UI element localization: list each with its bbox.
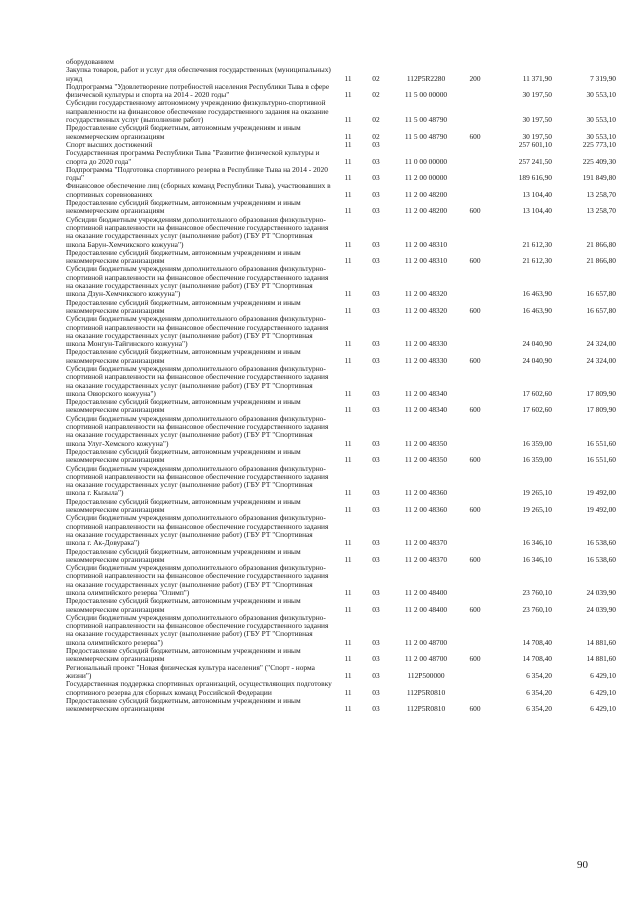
expense-type-code xyxy=(462,514,488,547)
target-article-code: 11 2 00 48400 xyxy=(404,588,448,597)
expense-type-code: 600 xyxy=(469,405,481,415)
target-article-code: 112P500000 xyxy=(407,670,445,680)
row-name: Подпрограмма "Подготовка спортивного резерва в Республике Тыва на 2014 - 2020 годы" xyxy=(66,164,328,183)
target-article-code: 11 2 00 00000 xyxy=(404,173,448,183)
target-article-code: 11 2 00 48310 xyxy=(404,256,448,266)
row-name: Предоставление субсидий бюджетным, автономным учреждениям и иным некоммерческим организациям xyxy=(66,347,301,365)
row-name: Предоставление субсидий бюджетным, автономным учреждениям и иным некоммерческим организациям xyxy=(66,546,301,564)
amount-year-1: 13 104,40 xyxy=(522,189,552,199)
expense-type-code: 600 xyxy=(469,654,481,664)
subsection-code: 03 xyxy=(372,388,380,398)
table-row xyxy=(66,216,616,249)
amount-year-2: 19 492,00 xyxy=(586,488,616,498)
section-code: 11 xyxy=(344,156,352,166)
amount-year-1: 257 241,50 xyxy=(518,156,552,166)
section-code: 11 xyxy=(344,637,352,647)
expense-type-code: 600 xyxy=(469,704,481,714)
amount-year-2: 14 881,60 xyxy=(586,654,616,664)
target-article-code: 11 2 00 48200 xyxy=(404,206,448,216)
amount-year-2: 19 492,00 xyxy=(586,505,616,515)
table-row xyxy=(66,99,616,124)
amount-year-2: 30 553,10 xyxy=(586,90,616,100)
amount-year-2: 13 258,70 xyxy=(586,189,616,199)
target-article-code: 11 2 00 48310 xyxy=(404,239,448,249)
section-code: 11 xyxy=(344,339,352,349)
table-row xyxy=(66,265,616,298)
page-number: 90 xyxy=(577,859,588,871)
amount-year-2: 30 553,10 xyxy=(586,131,616,141)
expense-type-code xyxy=(462,365,488,398)
expense-type-code: 600 xyxy=(469,505,481,515)
target-article-code: 11 2 00 48360 xyxy=(404,505,448,515)
subsection-code: 02 xyxy=(372,73,380,83)
subsection-code: 03 xyxy=(372,156,380,166)
amount-year-2: 24 324,00 xyxy=(586,355,616,365)
section-code: 11 xyxy=(344,131,352,141)
section-code: 11 xyxy=(344,256,352,266)
section-code: 11 xyxy=(344,604,352,614)
target-article-code: 11 2 00 48340 xyxy=(404,405,448,415)
row-name: Субсидии бюджетным учреждениям дополнительного образования физкультурно-спортивной направленности на финансовое обеспечение государственного задания на оказание государственных услуг (выполнение работ) (ГБУ РТ "Спортивная школа Барун-Хемчикского кожууна") xyxy=(66,214,329,249)
table-row xyxy=(66,149,616,166)
amount-year-2: 16 538,60 xyxy=(586,538,616,548)
section-code: 11 xyxy=(344,305,352,315)
table-row xyxy=(66,664,616,681)
amount-year-2: 16 551,60 xyxy=(586,438,616,448)
row-name: Финансовое обеспечение лиц (сборных команд Республики Тыва), участвовавших в спортивных соревнованиях xyxy=(66,181,331,199)
amount-year-1: 21 612,30 xyxy=(522,239,552,249)
amount-year-1: 24 040,90 xyxy=(522,355,552,365)
table-row xyxy=(66,448,616,465)
section-code: 11 xyxy=(344,704,352,714)
amount-year-1: 24 040,90 xyxy=(522,339,552,349)
table-row xyxy=(66,680,616,697)
expense-type-code xyxy=(462,182,488,199)
subsection-code: 03 xyxy=(372,687,380,697)
amount-year-2: 17 809,90 xyxy=(586,405,616,415)
section-code: 11 xyxy=(344,505,352,515)
section-code: 11 xyxy=(344,670,352,680)
subsection-code: 03 xyxy=(372,455,380,465)
amount-year-1: 30 197,50 xyxy=(522,131,552,141)
table-row xyxy=(66,83,616,100)
amount-year-1: 6 354,20 xyxy=(526,704,552,714)
amount-year-2: 6 429,10 xyxy=(590,670,616,680)
subsection-code: 02 xyxy=(372,115,380,125)
target-article-code: 11 2 00 48320 xyxy=(404,305,448,315)
subsection-code: 03 xyxy=(372,289,380,299)
table-row xyxy=(66,498,616,515)
subsection-code: 03 xyxy=(372,189,380,199)
expense-type-code xyxy=(462,99,488,124)
subsection-code: 03 xyxy=(372,339,380,349)
expense-type-code: 600 xyxy=(469,604,481,614)
row-name: Субсидии бюджетным учреждениям дополнительного образования физкультурно-спортивной направленности на финансовое обеспечение государственного задания на оказание государственных услуг (выполнение работ) (ГБУ РТ "Спортивная школа Улуг-Хемского кожууна") xyxy=(66,413,329,448)
section-code: 11 xyxy=(344,289,352,299)
table-row xyxy=(66,166,616,183)
expense-type-code xyxy=(462,149,488,166)
section-code: 11 xyxy=(344,687,352,697)
amount-year-2: 6 429,10 xyxy=(590,687,616,697)
section-code: 11 xyxy=(344,588,352,597)
section-code: 11 xyxy=(344,538,352,548)
target-article-code: 11 2 00 48700 xyxy=(404,654,448,664)
expense-type-code xyxy=(462,315,488,348)
amount-year-1: 16 359,00 xyxy=(522,438,552,448)
row-name: Предоставление субсидий бюджетным, автономным учреждениям и иным некоммерческим организациям xyxy=(66,198,301,216)
table-row xyxy=(66,415,616,448)
target-article-code: 11 2 00 48370 xyxy=(404,554,448,564)
subsection-code: 03 xyxy=(372,405,380,415)
table-row xyxy=(66,199,616,216)
subsection-code: 03 xyxy=(372,438,380,448)
amount-year-1: 30 197,50 xyxy=(522,115,552,125)
row-name: Предоставление субсидий бюджетным, автономным учреждениям и иным некоммерческим организациям xyxy=(66,496,301,515)
section-code: 11 xyxy=(344,239,352,249)
expense-type-code xyxy=(462,664,488,681)
subsection-code: 03 xyxy=(372,206,380,216)
subsection-code: 03 xyxy=(372,139,380,149)
expense-type-code xyxy=(462,614,488,647)
amount-year-1: 19 265,10 xyxy=(522,505,552,515)
amount-year-2: 16 657,80 xyxy=(586,305,616,315)
table-row xyxy=(66,315,616,348)
amount-year-2: 6 429,10 xyxy=(590,704,616,714)
section-code: 11 xyxy=(344,206,352,216)
amount-year-2: 191 849,80 xyxy=(582,173,616,183)
table-row xyxy=(66,348,616,365)
subsection-code: 03 xyxy=(372,505,380,515)
target-article-code xyxy=(390,58,462,66)
expense-type-code: 600 xyxy=(469,554,481,564)
section-code: 11 xyxy=(344,388,352,398)
row-name: Субсидии бюджетным учреждениям дополнительного образования физкультурно-спортивной направленности на финансовое обеспечение государственного задания на оказание государственных услуг (выполнение работ) (ГБУ РТ "Спортивная школа Монгун-Тайгинского кожууна") xyxy=(66,314,329,349)
amount-year-2: 16 551,60 xyxy=(586,455,616,465)
section-code: 11 xyxy=(344,73,352,83)
table-row xyxy=(66,564,616,597)
section-code: 11 xyxy=(344,115,352,125)
row-name: Субсидии бюджетным учреждениям дополнительного образования физкультурно-спортивной направленности на финансовое обеспечение государственного задания на оказание государственных услуг (выполнение работ) (ГБУ РТ "Спортивная школа Дзун-Хемчикского кожууна") xyxy=(66,264,329,299)
target-article-code: 112P5R0810 xyxy=(406,687,446,697)
target-article-code: 11 2 00 48350 xyxy=(404,455,448,465)
amount-year-1: 17 602,60 xyxy=(522,405,552,415)
amount-year-2: 225 409,30 xyxy=(582,156,616,166)
subsection-code: 03 xyxy=(372,554,380,564)
expense-type-code: 200 xyxy=(469,73,481,83)
amount-year-2: 14 881,60 xyxy=(586,637,616,647)
section-code: 11 xyxy=(344,654,352,664)
amount-year-1: 14 708,40 xyxy=(522,637,552,647)
expense-type-code xyxy=(462,564,488,597)
section-code: 11 xyxy=(344,488,352,498)
subsection-code: 03 xyxy=(372,355,380,365)
amount-year-2: 225 773,10 xyxy=(582,139,616,149)
amount-year-1: 11 371,90 xyxy=(522,73,552,83)
row-name: Предоставление субсидий бюджетным, автономным учреждениям и иным некоммерческим организациям xyxy=(66,646,301,664)
amount-year-1: 23 760,10 xyxy=(522,588,552,597)
table-row xyxy=(66,647,616,664)
target-article-code: 11 2 00 48360 xyxy=(404,488,448,498)
row-name: Закупка товаров, работ и услуг для обеспечения государственных (муниципальных) нужд xyxy=(66,65,331,83)
target-article-code: 11 2 00 48330 xyxy=(404,355,448,365)
amount-year-1: 16 463,90 xyxy=(522,305,552,315)
section-code: 11 xyxy=(344,455,352,465)
subsection-code: 02 xyxy=(372,131,380,141)
expense-type-code xyxy=(462,465,488,498)
amount-year-1: 6 354,20 xyxy=(526,687,552,697)
target-article-code: 11 2 00 48370 xyxy=(404,538,448,548)
amount-year-2: 13 258,70 xyxy=(586,206,616,216)
subsection-code: 03 xyxy=(372,305,380,315)
subsection-code: 03 xyxy=(372,670,380,680)
subsection-code: 03 xyxy=(372,588,380,597)
section-code: 11 xyxy=(344,173,352,183)
expense-type-code: 600 xyxy=(469,206,481,216)
amount-year-2: 21 866,80 xyxy=(586,239,616,249)
row-name: Предоставление субсидий бюджетным, автономным учреждениям и иным некоммерческим организациям xyxy=(66,596,301,614)
target-article-code: 11 5 00 48790 xyxy=(404,131,448,141)
section-code xyxy=(334,58,362,66)
subsection-code: 03 xyxy=(372,256,380,266)
row-name: Предоставление субсидий бюджетным, автономным учреждениям и иным некоммерческим организациям xyxy=(66,247,301,266)
amount-year-1: 257 601,10 xyxy=(518,139,552,149)
subsection-code: 02 xyxy=(372,90,380,100)
target-article-code: 112P5R0810 xyxy=(406,704,446,714)
target-article-code: 11 5 00 00000 xyxy=(404,90,448,100)
amount-year-2: 21 866,80 xyxy=(586,256,616,266)
table-row xyxy=(66,697,616,714)
table-row xyxy=(66,398,616,415)
row-name: Предоставление субсидий бюджетным, автономным учреждениям и иным некоммерческим организациям xyxy=(66,446,301,465)
expense-type-code: 600 xyxy=(469,355,481,365)
subsection-code xyxy=(362,58,390,66)
row-name: Государственная программа Республики Тыва "Развитие физической культуры и спорта до 2020 года" xyxy=(66,148,320,166)
target-article-code: 11 2 00 48350 xyxy=(404,438,448,448)
target-article-code: 11 2 00 48700 xyxy=(404,637,448,647)
target-article-code: 11 5 00 48790 xyxy=(404,115,448,125)
amount-year-2: 16 538,60 xyxy=(586,554,616,564)
section-code: 11 xyxy=(344,438,352,448)
row-name: оборудованием xyxy=(66,57,114,66)
row-name: Субсидии бюджетным учреждениям дополнительного образования физкультурно-спортивной направленности на финансовое обеспечение государственного задания на оказание государственных услуг (выполнение работ) (ГБУ РТ "Спортивная школа Овюрского кожууна") xyxy=(66,363,329,398)
subsection-code: 03 xyxy=(372,704,380,714)
table-row xyxy=(66,249,616,266)
row-name: Спорт высших достижений xyxy=(66,139,153,149)
table-row xyxy=(66,465,616,498)
target-article-code xyxy=(390,141,462,149)
row-name: Субсидии государственному автономному учреждению физкультурно-спортивной направленности на финансовое обеспечение государственного задания на оказание государственных услуг (выполнение работ) xyxy=(66,98,329,125)
target-article-code: 11 2 00 48330 xyxy=(404,339,448,349)
amount-year-1 xyxy=(488,58,554,66)
expense-type-code xyxy=(462,216,488,249)
amount-year-1: 16 346,10 xyxy=(522,554,552,564)
row-name: Субсидии бюджетным учреждениям дополнительного образования физкультурно-спортивной направленности на финансовое обеспечение государственного задания на оказание государственных услуг (выполнение работ) (ГБУ РТ "Спортивная школа олимпийского резерва") xyxy=(66,612,329,647)
row-name: Региональный проект "Новая физическая культура населения" ("Спорт - норма жизни") xyxy=(66,662,315,680)
expense-type-code: 600 xyxy=(469,256,481,266)
amount-year-2: 24 039,90 xyxy=(586,604,616,614)
target-article-code: 11 2 00 48400 xyxy=(404,604,448,614)
expense-type-code: 600 xyxy=(469,455,481,465)
table-row xyxy=(66,514,616,547)
amount-year-1: 21 612,30 xyxy=(522,256,552,266)
subsection-code: 03 xyxy=(372,488,380,498)
row-name: Субсидии бюджетным учреждениям дополнительного образования физкультурно-спортивной направленности на финансовое обеспечение государственного задания на оказание государственных услуг (выполнение работ) (ГБУ РТ "Спортивная школа г. Кызыла") xyxy=(66,463,329,498)
section-code: 11 xyxy=(344,90,352,100)
row-name: Субсидии бюджетным учреждениям дополнительного образования физкультурно-спортивной направленности на финансовое обеспечение государственного задания на оказание государственных услуг (выполнение работ) (ГБУ РТ "Спортивная школа г. Ак-Довурака") xyxy=(66,513,329,548)
expense-type-code xyxy=(462,58,488,66)
table-row xyxy=(66,124,616,141)
amount-year-2: 24 039,90 xyxy=(586,588,616,597)
expense-type-code xyxy=(462,141,488,149)
section-code: 11 xyxy=(344,355,352,365)
row-name: Предоставление субсидий бюджетным, автономным учреждениям и иным некоммерческим организациям xyxy=(66,123,301,141)
subsection-code: 03 xyxy=(372,637,380,647)
table-row xyxy=(66,182,616,199)
row-name: Предоставление субсидий бюджетным, автономным учреждениям и иным некоммерческим организациям xyxy=(66,297,301,315)
target-article-code: 11 2 00 48340 xyxy=(404,388,448,398)
row-name: Государственная поддержка спортивных организаций, осуществляющих подготовку спортивного резерва для сборных команд Российской Федерации xyxy=(66,679,332,697)
expense-type-code xyxy=(462,83,488,100)
section-code: 11 xyxy=(344,405,352,415)
table-row xyxy=(66,66,616,83)
expense-type-code xyxy=(462,265,488,298)
subsection-code: 03 xyxy=(372,604,380,614)
table-body xyxy=(66,58,616,713)
expense-type-code xyxy=(462,415,488,448)
amount-year-1: 14 708,40 xyxy=(522,654,552,664)
amount-year-1: 23 760,10 xyxy=(522,604,552,614)
target-article-code: 112P5R2280 xyxy=(406,73,446,83)
row-name: Предоставление субсидий бюджетным, автономным учреждениям и иным некоммерческим организациям xyxy=(66,695,301,714)
row-name: Предоставление субсидий бюджетным, автономным учреждениям и иным некоммерческим организациям xyxy=(66,397,301,415)
amount-year-1: 16 463,90 xyxy=(522,289,552,299)
table-row xyxy=(66,365,616,398)
section-code: 11 xyxy=(344,189,352,199)
row-name: Подпрограмма "Удовлетворение потребностей населения Республики Тыва в сфере физической культуры и спорта на 2014 - 2020 годы" xyxy=(66,81,330,100)
amount-year-1: 16 359,00 xyxy=(522,455,552,465)
amount-year-2: 30 553,10 xyxy=(586,115,616,125)
row-name: Субсидии бюджетным учреждениям дополнительного образования физкультурно-спортивной направленности на финансовое обеспечение государственного задания на оказание государственных услуг (выполнение работ) (ГБУ РТ "Спортивная школа олимпийского резерва "Олимп") xyxy=(66,563,329,597)
target-article-code: 11 0 00 00000 xyxy=(404,156,448,166)
amount-year-1: 13 104,40 xyxy=(522,206,552,216)
budget-table xyxy=(66,58,616,713)
target-article-code: 11 2 00 48200 xyxy=(404,189,448,199)
expense-type-code: 600 xyxy=(469,131,481,141)
table-row xyxy=(66,299,616,316)
section-code: 11 xyxy=(344,139,352,149)
amount-year-1: 189 616,90 xyxy=(518,173,552,183)
expense-type-code: 600 xyxy=(469,305,481,315)
subsection-code: 03 xyxy=(372,173,380,183)
amount-year-2: 24 324,00 xyxy=(586,339,616,349)
expense-type-code xyxy=(462,680,488,697)
amount-year-1: 19 265,10 xyxy=(522,488,552,498)
table-row xyxy=(66,597,616,614)
expense-type-code xyxy=(462,166,488,183)
subsection-code: 03 xyxy=(372,654,380,664)
amount-year-1: 6 354,20 xyxy=(526,670,552,680)
table-row xyxy=(66,548,616,565)
amount-year-1: 16 346,10 xyxy=(522,538,552,548)
subsection-code: 03 xyxy=(372,538,380,548)
section-code: 11 xyxy=(344,554,352,564)
subsection-code: 03 xyxy=(372,239,380,249)
target-article-code: 11 2 00 48320 xyxy=(404,289,448,299)
amount-year-2: 17 809,90 xyxy=(586,388,616,398)
amount-year-1: 17 602,60 xyxy=(522,388,552,398)
amount-year-1: 30 197,50 xyxy=(522,90,552,100)
amount-year-2: 7 319,90 xyxy=(590,73,616,83)
table-row xyxy=(66,614,616,647)
amount-year-2: 16 657,80 xyxy=(586,289,616,299)
amount-year-2 xyxy=(554,58,616,66)
